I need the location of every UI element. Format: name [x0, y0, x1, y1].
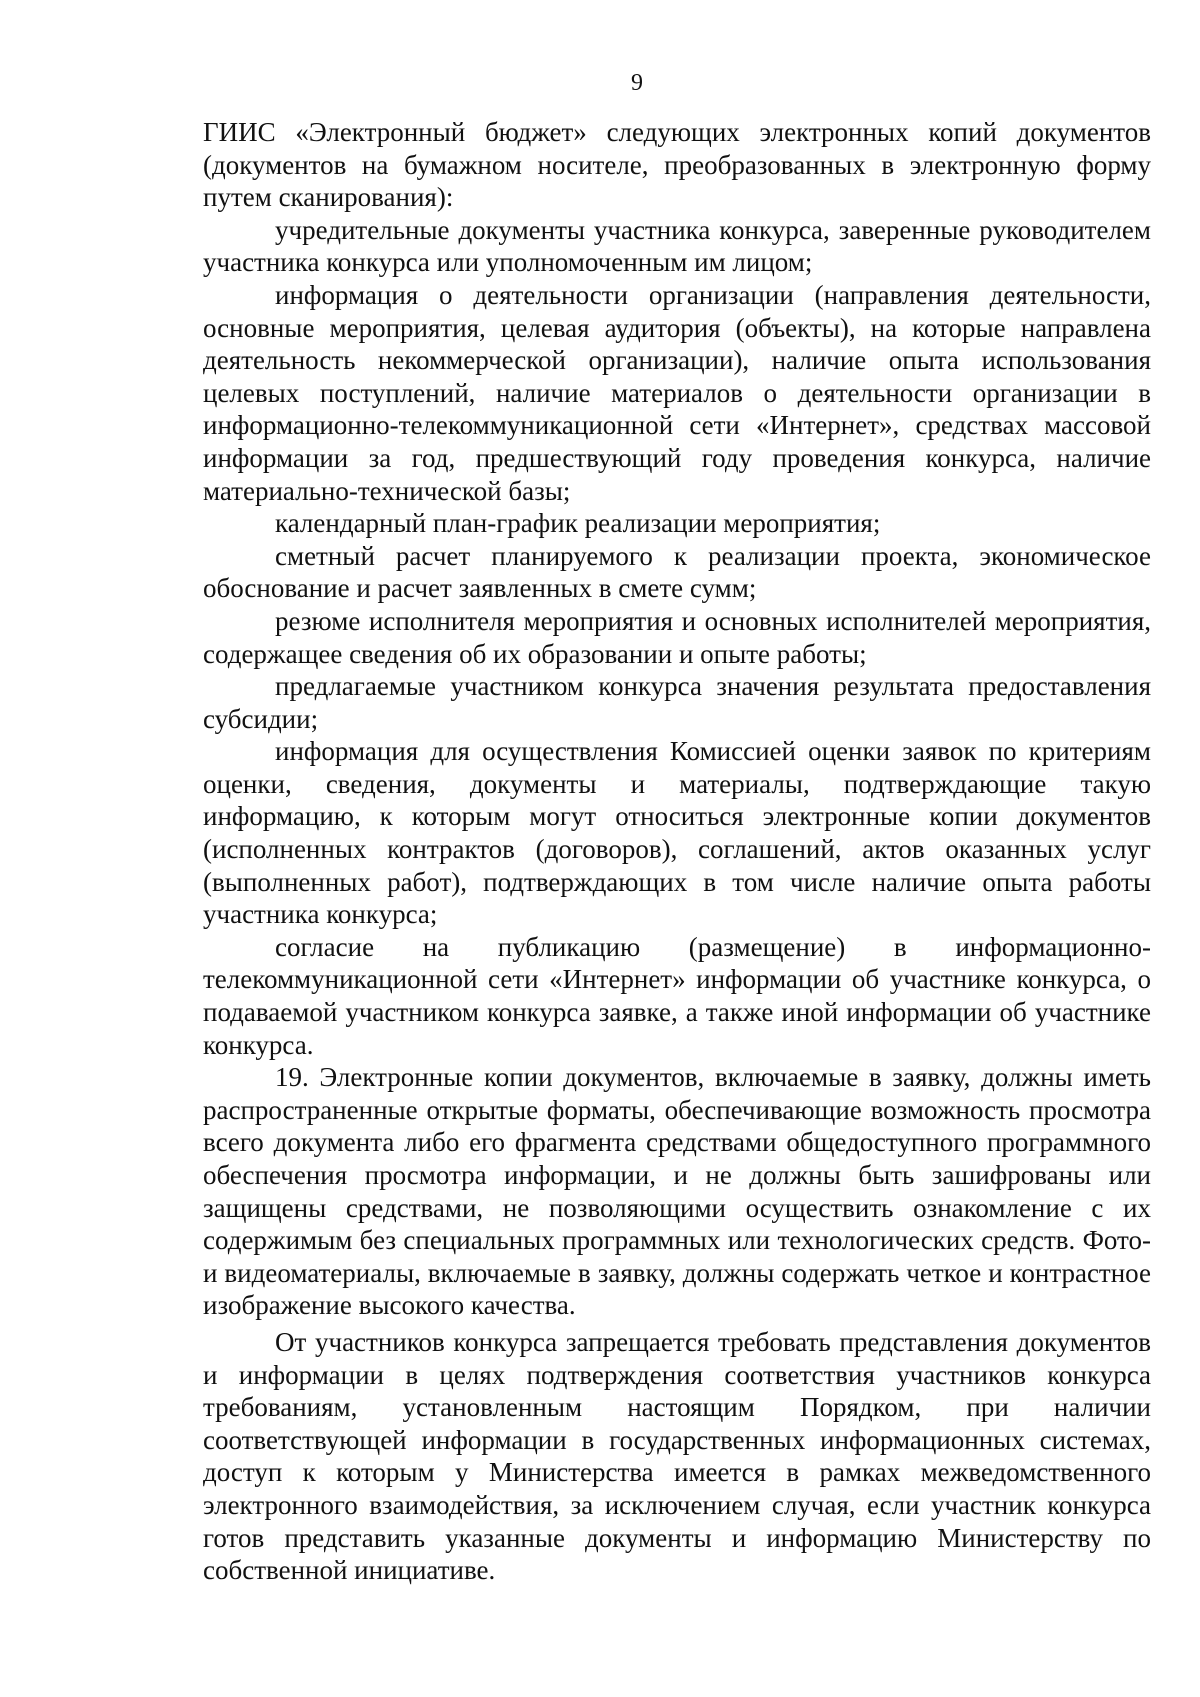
list-item-founding-documents: учредительные документы участника конкурса, заверенные руководителем участника конкурса или уполномоченным им лицом;: [203, 214, 1151, 278]
list-item-budget-estimate: сметный расчет планируемого к реализации проекта, экономическое обоснование и расчет заявленных в смете сумм;: [203, 540, 1151, 604]
list-item-evaluation-info: информация для осуществления Комиссией оценки заявок по критериям оценки, сведения, документы и материалы, подтверждающие такую информацию, к которым могут относиться электронные копии документов (исполненных контрактов (договоров), соглашений, актов оказанных услуг (выполненных работ), подтверждающих в том числе наличие опыта работы участника конкурса;: [203, 736, 1151, 930]
document-body: [203, 116, 1151, 1587]
list-item-resume: резюме исполнителя мероприятия и основных исполнителей мероприятия, содержащее сведения об их образовании и опыте работы;: [203, 605, 1151, 669]
list-item-publication-consent: согласие на публикацию (размещение) в информационно-телекоммуникационной сети «Интернет» информации об участнике конкурса, о подаваемой участником конкурса заявке, а также иной информации об участнике конкурса.: [203, 931, 1151, 1060]
paragraph-19: 19. Электронные копии документов, включаемые в заявку, должны иметь распространенные открытые форматы, обеспечивающие возможность просмотра всего документа либо его фрагмента средствами общедоступного программного обеспечения просмотра информации, и не должны быть зашифрованы или защищены средствами, не позволяющими осуществить ознакомление с их содержимым без специальных программных или технологических средств. Фото- и видеоматериалы, включаемые в заявку, должны содержать четкое и контрастное изображение высокого качества.: [203, 1062, 1151, 1321]
paragraph-continuation: ГИИС «Электронный бюджет» следующих электронных копий документов (документов на бумажном носителе, преобразованных в электронную форму путем сканирования):: [203, 117, 1151, 213]
list-item-result-values: предлагаемые участником конкурса значения результата предоставления субсидии;: [203, 671, 1151, 734]
paragraph-prohibition: От участников конкурса запрещается требовать представления документов и информации в целях подтверждения соответствия участников конкурса требованиям, установленным настоящим Порядком, при наличии соответствующей информации в государственных информационных системах, доступ к которым у Министерства имеется в рамках межведомственного электронного взаимодействия, за исключением случая, если участник конкурса готов представить указанные документы и информацию Министерству по собственной инициативе.: [203, 1326, 1151, 1586]
list-item-organization-info: информация о деятельности организации (направления деятельности, основные мероприятия, целевая аудитория (объекты), на которые направлена деятельность некоммерческой организации), наличие опыта использования целевых поступлений, наличие материалов о деятельности организации в информационно-телекоммуникационной сети «Интернет», средствах массовой информации за год, предшествующий году проведения конкурса, наличие материально-технической базы;: [203, 279, 1151, 506]
list-item-schedule: календарный план-график реализации мероприятия;: [275, 508, 881, 539]
page-number: 9: [631, 70, 643, 96]
